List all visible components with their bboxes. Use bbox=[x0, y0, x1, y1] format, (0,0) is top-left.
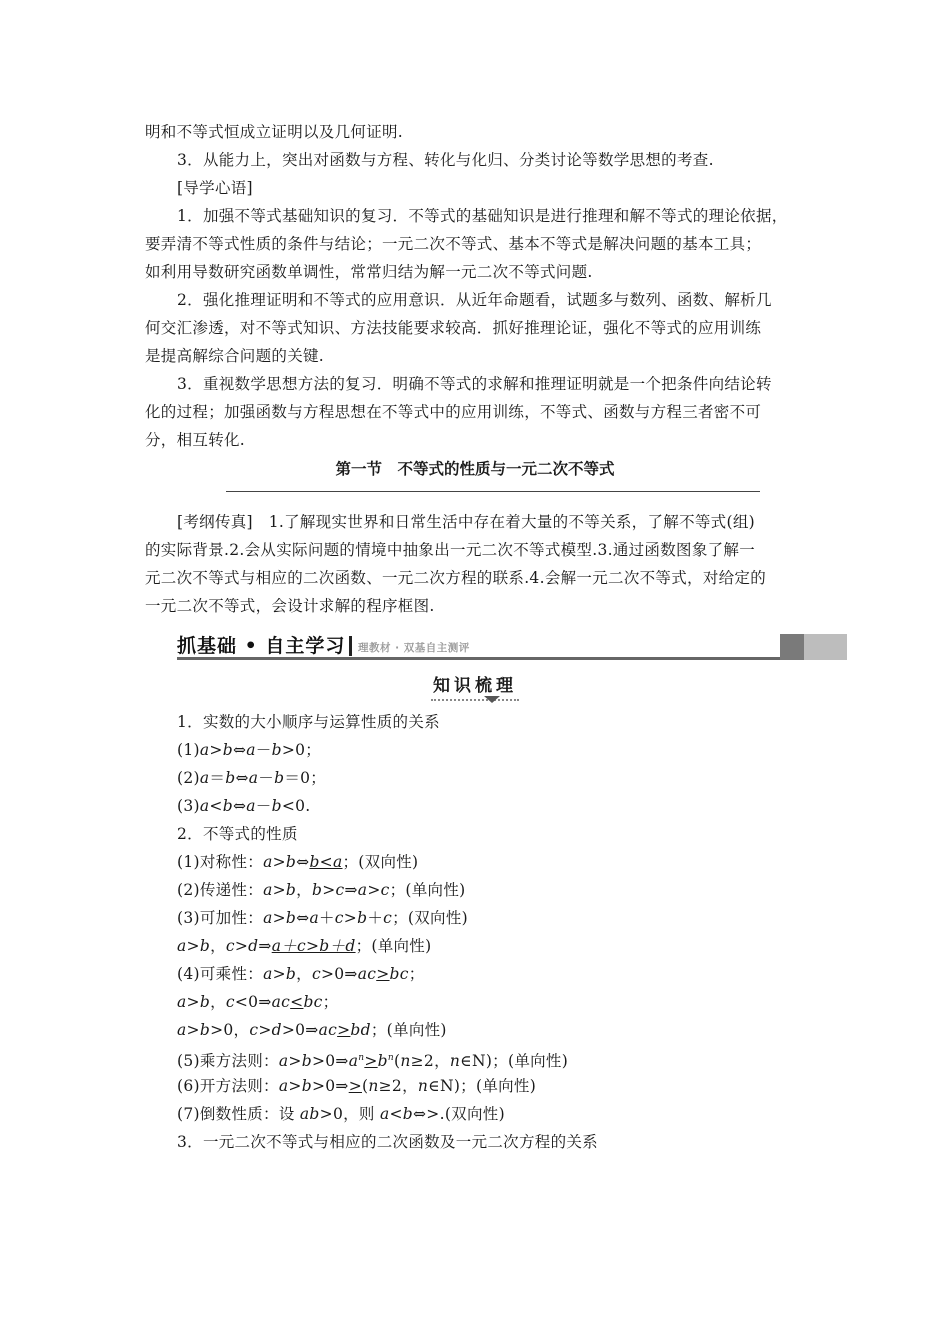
paragraph-line: 2．强化推理证明和不等式的应用意识．从近年命题看，试题多与数列、函数、解析几 bbox=[177, 291, 772, 309]
section-banner bbox=[177, 634, 847, 660]
triangle-down-icon bbox=[484, 696, 500, 703]
formula-line: (4)可乘性：a>b，c>0⇒ac>bc； bbox=[177, 965, 425, 983]
subsection-header bbox=[0, 671, 950, 701]
section-title: 第一节 不等式的性质与一元二次不等式 bbox=[335, 460, 615, 478]
paragraph-line: 何交汇渗透，对不等式知识、方法技能要求较高．抓好推理论证，强化不等式的应用训练 bbox=[145, 319, 762, 337]
paragraph-line: 明和不等式恒成立证明以及几何证明. bbox=[145, 123, 404, 141]
paragraph-line: 1．加强不等式基础知识的复习．不等式的基础知识是进行推理和解不等式的理论依据， bbox=[177, 207, 788, 225]
formula-line: (6)开方法则：a>b>0⇒>(n≥2，n∈N)；(单向性) bbox=[177, 1077, 537, 1095]
formula-line: (5)乘方法则：$a>b>0\Rightarrow a^n>b^n(n\ge 2$，n∈N)；(单向性) bbox=[177, 1052, 569, 1071]
formula-line: (2)a＝b⇔a－b＝0； bbox=[177, 769, 327, 787]
paragraph-line: 要弄清不等式性质的条件与结论；一元二次不等式、基本不等式是解决问题的基本工具； bbox=[145, 235, 762, 253]
syllabus-line: 元二次不等式与相应的二次函数、一元二次方程的联系.4.会解一元二次不等式，对给定的 bbox=[145, 569, 767, 587]
syllabus-line: 一元二次不等式，会设计求解的程序框图. bbox=[145, 597, 435, 615]
syllabus-line: 的实际背景.2.会从实际问题的情境中抽象出一元二次不等式模型.3.通过函数图象了解一 bbox=[145, 541, 756, 559]
paragraph-line: 3．从能力上，突出对函数与方程、转化与化归、分类讨论等数学思想的考查. bbox=[177, 151, 714, 169]
formula-line: a>b>0，c>d>0⇒ac>bd；(单向性) bbox=[177, 1021, 447, 1039]
formula-line: (1)对称性：a>b⇔b<a；(双向性) bbox=[177, 853, 419, 871]
item-heading: 2．不等式的性质 bbox=[177, 825, 298, 843]
formula-line: a>b，c<0⇒ac<bc； bbox=[177, 993, 339, 1011]
title-divider bbox=[226, 491, 760, 492]
item-heading: 1．实数的大小顺序与运算性质的关系 bbox=[177, 713, 440, 731]
formula-line: (7)倒数性质：设 ab>0，则 a<b⇔>.(双向性) bbox=[177, 1105, 505, 1123]
item-heading: 3．一元二次不等式与相应的二次函数及一元二次方程的关系 bbox=[177, 1133, 598, 1151]
banner-separator bbox=[349, 636, 352, 656]
paragraph-line: 分，相互转化. bbox=[145, 431, 246, 449]
banner-rule bbox=[177, 657, 782, 660]
paragraph-line: 如利用导数研究函数单调性，常常归结为解一元二次不等式问题. bbox=[145, 263, 593, 281]
banner-block-dark bbox=[780, 634, 804, 660]
paragraph-line: 3．重视数学思想方法的复习．明确不等式的求解和推理证明就是一个把条件向结论转 bbox=[177, 375, 772, 393]
formula-line: (3)a<b⇔a－b<0. bbox=[177, 797, 311, 815]
paragraph-line: 化的过程；加强函数与方程思想在不等式中的应用训练，不等式、函数与方程三者密不可 bbox=[145, 403, 762, 421]
banner-subtitle: 理教材 · 双基自主测评 bbox=[358, 642, 470, 654]
banner-block-light bbox=[804, 634, 847, 660]
syllabus-line: [考纲传真] 1.了解现实世界和日常生活中存在着大量的不等关系，了解不等式(组) bbox=[177, 513, 755, 531]
paragraph-heading: [导学心语] bbox=[177, 179, 253, 197]
formula-line: (1)a>b⇔a－b>0； bbox=[177, 741, 322, 759]
paragraph-line: 是提高解综合问题的关键. bbox=[145, 347, 325, 365]
formula-line: a>b，c>d⇒a＋c>b＋d；(单向性) bbox=[177, 937, 432, 955]
subsection-title: 知识梳理 bbox=[431, 671, 519, 701]
formula-line: (3)可加性：a>b⇔a＋c>b＋c；(双向性) bbox=[177, 909, 469, 927]
formula-line: (2)传递性：a>b，b>c⇒a>c；(单向性) bbox=[177, 881, 466, 899]
banner-title: 抓基础 • 自主学习 bbox=[177, 635, 346, 657]
